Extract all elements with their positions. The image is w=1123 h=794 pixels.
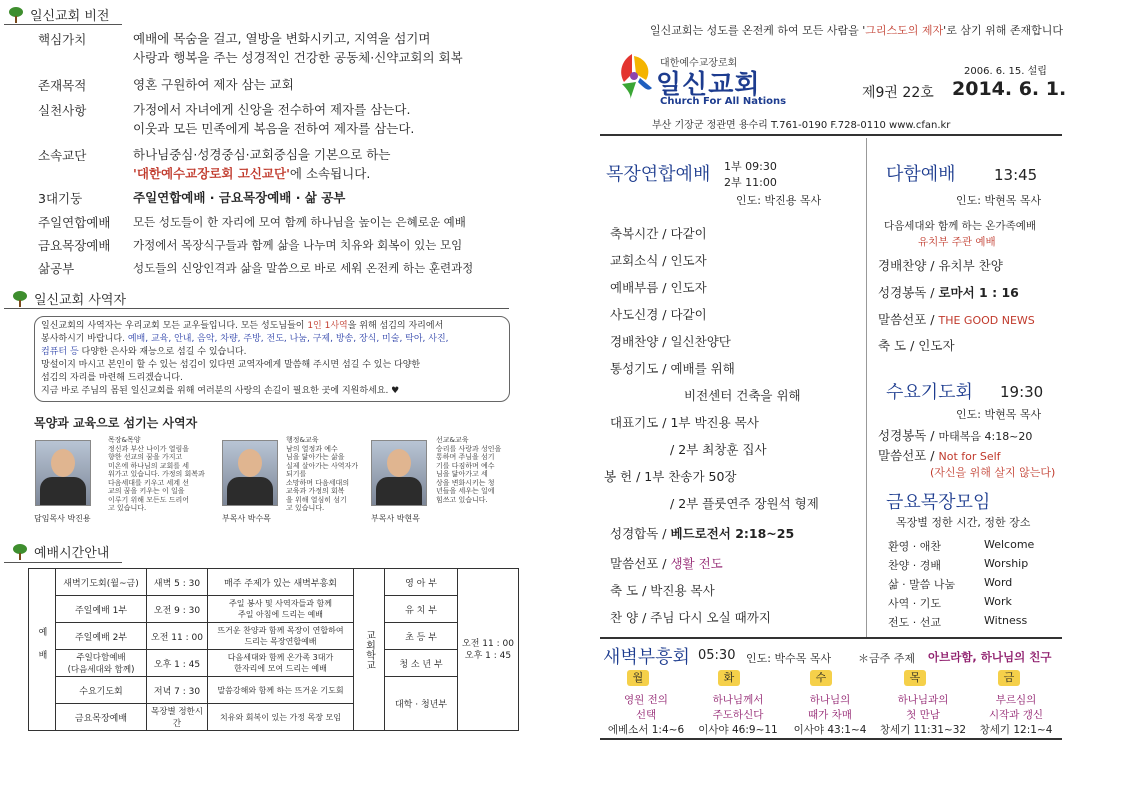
daham-service-title: 다함예배	[886, 164, 956, 185]
tree-icon	[12, 544, 28, 560]
pastor-caption: 담임목사 박진용	[34, 514, 91, 523]
vision-header: 일신교회 비전	[8, 5, 109, 24]
pastor-bio: 목장&목양 정신과 부산 나이가 열림을 향한 선교의 꿈을 가지고 미온에 하나님의 교회를 세 워가고 있습니다. 가정의 회복과 다음세대를 키우고 세계 선 교의 꿈을 키우는 이 일을 이루기 위해 모든도 드리어 고 있습니다.	[108, 436, 205, 512]
dawn-title: 새벽부흥회	[603, 647, 690, 668]
church-logo-icon	[614, 52, 654, 102]
church-address: 부산 기장군 정관면 용수리 T.761-0190 F.728-0110 www.cfan.kr	[652, 120, 951, 131]
church-name: 일신교회	[656, 70, 761, 100]
church-english-name: Church For All Nations	[660, 96, 787, 107]
table-cell: 새벽기도회(월~금)	[56, 569, 147, 596]
day-badge: 금	[998, 670, 1020, 686]
pastor-photo	[371, 440, 427, 506]
volume-number: 제9권 22호	[862, 85, 934, 101]
dawn-schedule: 영원 전의 선택 에베소서 1:4~6 하나님께서 주도하신다 이사야 46:9~11 하나님의 때가 차매 이사야 43:1~4 하나님과의 첫 만남 창세기 11:31~32 부르심의 시작과 갱신 창세기 12:1~4	[607, 694, 1053, 736]
friday-order: 환영 · 애찬 Welcome 찬양 · 경배 Worship 삶 · 말씀 나눔 Word 사역 · 기도 Work 전도 · 선교 Witness	[888, 538, 1035, 629]
pastor-caption: 부목사 박현목	[371, 514, 420, 523]
issue-date: 2014. 6. 1.	[952, 78, 1067, 100]
denomination-label: 대한예수교장로회	[660, 58, 738, 69]
pastor-bio: 행정&교육 남의 열정과 예수 님을 닮아가는 삶을 실제 살아가는 사역자가 되기를 소망하며 다음세대의 교육과 가정의 회복 을 위해 열심히 섬기 고 있습니다.	[286, 436, 359, 512]
day-badge: 월	[627, 670, 649, 686]
daham-order: 경배찬양 / 유치부 찬양 성경봉독 / 로마서 1 : 16 말씀선포 / THE GOOD NEWS 축 도 / 인도자	[878, 258, 1035, 353]
day-badge: 화	[718, 670, 740, 686]
main-service-title: 목장연합예배	[606, 164, 711, 185]
pastor-photo	[35, 440, 91, 506]
table-cell: 매주 주제가 있는 새벽부흥회	[208, 569, 354, 596]
school-times: 오전 11 : 00 오후 1 : 45	[458, 569, 519, 731]
tree-icon	[12, 291, 28, 307]
table-cell: 영 아 부	[385, 569, 458, 596]
main-service-leader: 인도: 박진용 목사	[736, 194, 822, 207]
ministers-header: 일신교회 사역자	[12, 289, 126, 308]
pastor-bio: 선교&교육 승리를 사랑과 성인을 통하며 주님을 섬기 기를 다짐하며 예수 님을 닮아가고 세 상을 변화시키는 청 년들을 세우는 일에 힘쓰고 있습니다.	[436, 436, 502, 504]
founded-date: 2006. 6. 15. 설립	[964, 66, 1047, 77]
wednesday-title: 수요기도회	[886, 382, 973, 403]
ministers-box: 일신교회의 사역자는 우리교회 모든 교우들입니다. 모든 성도님들이 1인 1사역을 위해 섬김의 자리에서 봉사하시기 바랍니다. 예배, 교육, 안내, 음악, 차량, 주방, 전도, 나눔, 구제, 방송, 장식, 미술, 탁아, 사진, 컴퓨터 등 다양한 은사와 재능으로 섬길 수 있습니다. 망설이지 마시고 본인이 할 수 있는 섬김이 있다면 교역자에게 말씀해 주시면 섬길 수 있는 다양한 섬김의 자리를 마련해 드리겠습니다. 지금 바로 주님의 몸된 일신교회를 위해 여러분의 사랑의 손길이 필요한 곳에 지원하세요. ♥	[34, 316, 510, 402]
schedule-header: 예배시간안내	[12, 542, 109, 561]
friday-title: 금요목장모임	[886, 492, 991, 513]
main-service-order: 축복시간 / 다같이 교회소식 / 인도자 예배부름 / 인도자 사도신경 / 다같이 경배찬양 / 일신찬양단 통성기도 / 예배를 위해 비전센터 건축을 위해 대표기도 / 1부 박진용 목사 / 2부 최창훈 집사 봉 헌 / 1부 찬송가 50장 / 2부 플룻연주 장원석 형제 성경합독 / 베드로전서 2:18~25 말씀선포 / 생활 전도 축 도 / 박진용 목사 찬 양 / 주님 다시 오실 때까지	[604, 226, 819, 625]
table-cell: 새벽 5 : 30	[147, 569, 208, 596]
pastor-photo	[222, 440, 278, 506]
tree-icon	[8, 7, 24, 23]
day-badge: 수	[810, 670, 832, 686]
day-badge: 목	[904, 670, 926, 686]
schedule-table: 예배 새벽기도회(월~금) 새벽 5 : 30 매주 주제가 있는 새벽부흥회 교회학교 영 아 부 오전 11 : 00 오후 1 : 45 주일예배 1부 오전 9 : 30 주일 봉사 및 사역자들과 함께 주일 아침에 드리는 예배 유 치 부 주일예배 2부 오전 11 : 00 뜨거운 찬양과 함께 목장이 연합하여 드리는 목장연합예배 초 등 부 주일다함예배 (다음세대와 함께) 오후 1 : 45 다음세대와 함께 온가족 3대가 한자리에 모여 드리는 예배 청 소 년 부 수요기도회 저녁 7 : 30 말씀강해와 함께 하는 뜨거운 기도회 대학 · 청년부 금요목장예배 목장별 정한시간 치유와 회복이 있는 가정 목장 모임	[28, 568, 519, 731]
pastor-caption: 부목사 박수목	[222, 514, 271, 523]
mission-statement: 일신교회는 성도를 온전케 하여 모든 사람을 '그리스도의 제자'로 삼기 위해 존재합니다	[650, 24, 1063, 37]
pastors-title: 목양과 교육으로 섬기는 사역자	[34, 416, 198, 430]
